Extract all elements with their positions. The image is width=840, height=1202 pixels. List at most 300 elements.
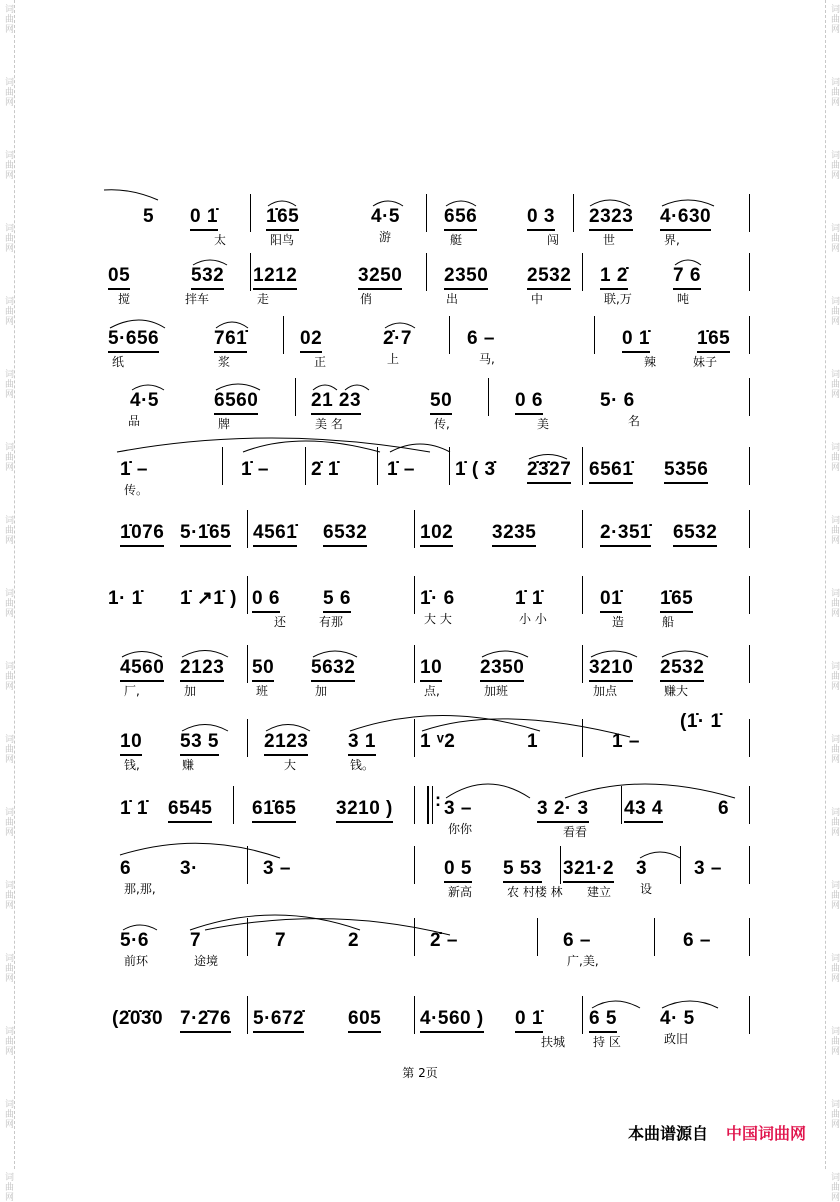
notation: 4·5 <box>130 390 159 411</box>
notation: 102 <box>420 522 453 547</box>
measure-cell <box>537 798 589 839</box>
measure-cell <box>589 206 633 247</box>
bar-line <box>247 996 248 1034</box>
measure-cell <box>108 328 159 369</box>
watermark-text: 词曲网 <box>3 150 13 180</box>
watermark-text: 词曲网 <box>829 77 839 107</box>
measure-cell <box>664 459 708 484</box>
measure-cell <box>600 588 624 629</box>
notation: 5·656 <box>108 328 159 353</box>
bar-line <box>488 378 489 416</box>
notation: 3· <box>180 858 198 879</box>
lyric: 加 <box>315 684 328 698</box>
lyric: 持 区 <box>593 1035 621 1049</box>
measure-cell <box>420 1008 484 1033</box>
lyric: 太 <box>214 233 227 247</box>
lyric: 那,那, <box>124 882 156 896</box>
watermark-text: 词曲网 <box>3 953 13 983</box>
bar-line <box>582 645 583 683</box>
notation: 3210 <box>589 657 633 682</box>
measure-cell <box>600 265 632 306</box>
bar-line <box>749 510 750 548</box>
measure-cell <box>420 588 455 626</box>
bar-line <box>295 378 296 416</box>
notation: 53 5 <box>180 731 219 756</box>
watermark-text: 词曲网 <box>829 515 839 545</box>
measure-cell <box>660 588 693 629</box>
notation: 0 3 <box>527 206 555 231</box>
notation: 321·2 <box>563 858 614 883</box>
bar-line <box>414 645 415 683</box>
measure-cell <box>263 858 291 880</box>
notation: 6 – <box>563 930 591 951</box>
measure-cell <box>589 657 633 698</box>
notation: 2̇ 1̇ <box>311 459 339 480</box>
bar-line <box>560 846 561 884</box>
notation: 2350 <box>480 657 524 682</box>
notation: 3 2· 3 <box>537 798 589 823</box>
lyric: 前环 <box>124 954 149 968</box>
notation: 2123 <box>264 731 308 756</box>
measure-cell <box>180 657 224 698</box>
bar-line <box>247 719 248 757</box>
lyric: 新高 <box>448 885 473 899</box>
notation: 0 6 <box>515 390 543 415</box>
notation: 3210 ) <box>336 798 393 823</box>
watermark-text: 词曲网 <box>3 515 13 545</box>
notation: 3 1 <box>348 731 376 756</box>
lyric: 联,万 <box>604 292 632 306</box>
measure-cell <box>420 657 442 698</box>
bar-line <box>749 996 750 1034</box>
measure-cell <box>214 390 258 431</box>
bar-line <box>749 194 750 232</box>
measure-cell <box>444 858 472 899</box>
measure-cell <box>130 390 159 428</box>
notation: 1 – <box>612 731 640 752</box>
measure-cell <box>383 328 412 366</box>
measure-cell <box>252 657 274 698</box>
bar-line <box>250 194 251 232</box>
notation: 1̇65 <box>660 588 693 613</box>
measure-cell <box>180 522 231 547</box>
watermark-text: 词曲网 <box>829 223 839 253</box>
measure-cell <box>444 798 472 836</box>
measure-cell <box>492 522 536 547</box>
watermark-text: 词曲网 <box>3 4 13 34</box>
bar-line <box>247 576 248 614</box>
notation: 1̇ – <box>387 459 415 480</box>
measure-cell <box>253 522 297 547</box>
measure-cell <box>624 798 663 823</box>
measure-cell <box>241 459 269 481</box>
bar-line <box>573 194 574 232</box>
notation: 6 <box>718 798 730 819</box>
measure-cell <box>190 930 218 968</box>
measure-cell <box>527 459 571 484</box>
measure-cell <box>311 657 355 698</box>
lyric: 品 <box>128 414 141 428</box>
notation: 0 1̇ <box>190 206 218 231</box>
lyric: 出 <box>446 292 459 306</box>
lyric: 妹子 <box>693 355 718 369</box>
source-credit <box>628 1121 806 1144</box>
measure-cell <box>612 731 640 753</box>
measure-cell <box>563 930 599 968</box>
bar-line <box>377 447 378 485</box>
measure-cell <box>120 522 164 547</box>
measure-cell <box>253 1008 304 1033</box>
notation: 6 5 <box>589 1008 617 1033</box>
watermark-text: 词曲网 <box>829 734 839 764</box>
bar-line <box>594 316 595 354</box>
notation: 4·560 ) <box>420 1008 484 1033</box>
watermark-text: 词曲网 <box>3 1026 13 1056</box>
measure-cell <box>311 459 339 481</box>
notation: 2̇ – <box>430 930 458 951</box>
lyric: 点, <box>424 684 440 698</box>
notation: 6 – <box>467 328 495 349</box>
watermark-text: 词曲网 <box>3 1172 13 1202</box>
measure-cell <box>323 522 367 547</box>
measure-cell <box>430 930 458 952</box>
watermark-text: 词曲网 <box>829 807 839 837</box>
notation: 4560 <box>120 657 164 682</box>
measure-cell <box>300 328 326 369</box>
measure-cell <box>600 522 651 547</box>
lyric: 艇 <box>450 233 463 247</box>
notation: 2̇·7 <box>383 328 412 349</box>
notation: 6545 <box>168 798 212 823</box>
bar-line <box>414 576 415 614</box>
lyric: 厂, <box>124 684 140 698</box>
measure-cell <box>112 1008 163 1030</box>
notation: 4·630 <box>660 206 711 231</box>
measure-cell <box>444 206 477 247</box>
notation: 1 2̇ <box>600 265 628 290</box>
notation: 6561̇ <box>589 459 633 484</box>
notation: 50 <box>430 390 452 415</box>
notation: 1̇ 1̇ <box>515 588 543 609</box>
measure-cell <box>120 459 148 497</box>
notation: 3235 <box>492 522 536 547</box>
watermark-text: 词曲网 <box>3 880 13 910</box>
notation: 5· 6 <box>600 390 635 411</box>
lyric: 钱, <box>124 758 140 772</box>
lyric: 班 <box>256 684 269 698</box>
lyric: 游 <box>379 230 392 244</box>
measure-cell <box>180 588 237 610</box>
notation: 6532 <box>673 522 717 547</box>
watermark-text: 词曲网 <box>3 369 13 399</box>
measure-cell <box>214 328 247 369</box>
lyric: 广,美, <box>567 954 599 968</box>
notation: 2323 <box>589 206 633 231</box>
lyric: 世 <box>603 233 616 247</box>
lyric: 传。 <box>124 483 149 497</box>
bar-line <box>414 846 415 884</box>
notation: 6 <box>120 858 132 879</box>
measure-cell <box>348 1008 381 1033</box>
notation: 5 53 <box>503 858 542 883</box>
measure-cell <box>168 798 212 823</box>
measure-cell <box>336 798 393 823</box>
bar-line <box>247 645 248 683</box>
notation: 21 23 <box>311 390 361 415</box>
measure-cell <box>143 206 154 228</box>
bar-line <box>582 253 583 291</box>
measure-cell <box>622 328 656 369</box>
notation: 4· 5 <box>660 1008 695 1029</box>
notation: 0 1̇ <box>622 328 650 353</box>
notation: 3250 <box>358 265 402 290</box>
notation: 7 <box>275 930 287 951</box>
measure-cell <box>503 858 563 899</box>
watermark-text: 词曲网 <box>3 77 13 107</box>
bar-line <box>749 645 750 683</box>
notation: 0 1̇ <box>515 1008 543 1033</box>
notation: 2532 <box>660 657 704 682</box>
watermark-text: 词曲网 <box>3 734 13 764</box>
measure-cell <box>600 390 640 428</box>
lyric: 建立 <box>587 885 612 899</box>
notation: 5·1̇65 <box>180 522 231 547</box>
measure-cell <box>120 930 149 968</box>
bar-line <box>749 253 750 291</box>
lyric: 造 <box>612 615 625 629</box>
measure-cell <box>348 930 359 952</box>
notation: 01̇ <box>600 588 622 613</box>
watermark-text: 词曲网 <box>829 953 839 983</box>
lyric: 辣 <box>644 355 657 369</box>
lyric: 还 <box>274 615 287 629</box>
bar-line <box>426 253 427 291</box>
lyric: 吨 <box>677 292 690 306</box>
lyric: 赚 <box>182 758 195 772</box>
lyric: 小 小 <box>519 612 547 626</box>
lyric: 传, <box>434 417 450 431</box>
measure-cell <box>266 206 299 247</box>
lyric: 大 <box>284 758 297 772</box>
lyric: 钱。 <box>350 758 375 772</box>
page-number: 第 2页 <box>402 1066 438 1080</box>
lyric: 设 <box>640 882 653 896</box>
notation: 1̇ – <box>120 459 148 480</box>
bar-line <box>247 510 248 548</box>
notation: (2̇0̇3̇0 <box>112 1008 164 1029</box>
measure-cell <box>683 930 711 952</box>
notation: 1̇076 <box>120 522 164 547</box>
bar-line <box>582 510 583 548</box>
bar-line <box>247 918 248 956</box>
lyric: 加点 <box>593 684 618 698</box>
notation: 1212 <box>253 265 297 290</box>
lyric: 浆 <box>218 355 231 369</box>
notation: 1 <box>527 731 539 752</box>
notation: 43 4 <box>624 798 663 823</box>
measure-cell <box>694 858 722 880</box>
lyric: 走 <box>257 292 270 306</box>
notation: 4·5 <box>371 206 400 227</box>
bar-line <box>449 447 450 485</box>
watermark-text: 词曲网 <box>829 1099 839 1129</box>
measure-cell <box>253 265 297 306</box>
notation: 5 <box>143 206 155 227</box>
watermark-text: 词曲网 <box>829 296 839 326</box>
bar-line <box>582 576 583 614</box>
notation: 1̇· 6 <box>420 588 455 609</box>
notation: 0 5 <box>444 858 472 883</box>
notation: 3 – <box>694 858 722 879</box>
measure-cell <box>180 858 198 880</box>
bar-line <box>582 719 583 757</box>
measure-cell <box>120 657 164 698</box>
bar-line <box>654 918 655 956</box>
notation: 0 6 <box>252 588 280 613</box>
notation: 6 – <box>683 930 711 951</box>
measure-cell <box>467 328 495 366</box>
notation: 5356 <box>664 459 708 484</box>
bar-line <box>233 786 234 824</box>
measure-cell <box>264 731 308 772</box>
watermark-text: 词曲网 <box>829 661 839 691</box>
measure-cell <box>527 731 538 753</box>
notation: 1̇ 1̇ <box>120 798 148 819</box>
lyric: 牌 <box>218 417 231 431</box>
measure-cell <box>680 711 722 733</box>
watermark-text: 词曲网 <box>3 223 13 253</box>
bar-line <box>414 510 415 548</box>
notation: 3 – <box>444 798 472 819</box>
measure-cell <box>673 265 701 306</box>
bar-line <box>537 918 538 956</box>
measure-cell <box>444 265 488 306</box>
measure-cell <box>371 206 400 244</box>
notation: 2532 <box>527 265 571 290</box>
lyric: 农 村楼 林 <box>507 885 563 899</box>
notation: 656 <box>444 206 477 231</box>
measure-cell <box>480 657 524 698</box>
lyric: 看看 <box>563 825 588 839</box>
measure-cell <box>430 390 452 431</box>
measure-cell <box>515 588 547 626</box>
notation: 6532 <box>323 522 367 547</box>
measure-cell <box>420 731 455 753</box>
lyric: 美 名 <box>315 417 343 431</box>
measure-cell <box>348 731 376 772</box>
notation: 7·2̇76 <box>180 1008 231 1033</box>
bar-line <box>414 918 415 956</box>
source-brand: 中国词曲网 <box>725 1124 806 1143</box>
notation: 5·6 <box>120 930 149 951</box>
bar-line <box>749 918 750 956</box>
measure-cell <box>515 390 549 431</box>
bar-line <box>305 447 306 485</box>
watermark-text: 词曲网 <box>3 588 13 618</box>
measure-cell <box>515 1008 565 1049</box>
measure-cell <box>108 265 130 306</box>
lyric: 名 <box>628 414 641 428</box>
notation: 1 ᵛ2 <box>420 731 456 752</box>
measure-cell <box>180 731 219 772</box>
bar-line <box>449 316 450 354</box>
lyric: 赚大 <box>664 684 689 698</box>
notation: 1̇ – <box>241 459 269 480</box>
bar-line <box>283 316 284 354</box>
notation: 1̇65 <box>266 206 299 231</box>
lyric: 加班 <box>484 684 509 698</box>
notation: 5·672̇ <box>253 1008 304 1033</box>
notation: 6560 <box>214 390 258 415</box>
lyric: 闯 <box>547 233 560 247</box>
lyric: 马, <box>479 352 495 366</box>
notation: 50 <box>252 657 274 682</box>
watermark-text: 词曲网 <box>829 588 839 618</box>
bar-line <box>749 786 750 824</box>
measure-cell <box>660 1008 695 1046</box>
bar-line <box>414 786 415 824</box>
notation: 10 <box>420 657 442 682</box>
measure-cell <box>185 265 225 306</box>
notation: 02 <box>300 328 322 353</box>
measure-cell <box>120 858 156 896</box>
measure-cell <box>589 1008 621 1049</box>
notation: 605 <box>348 1008 381 1033</box>
bar-line <box>250 253 251 291</box>
bar-line <box>426 194 427 232</box>
notation: 4561̇ <box>253 522 297 547</box>
bar-line <box>414 719 415 757</box>
bar-line <box>749 316 750 354</box>
measure-cell <box>693 328 731 369</box>
bar-line <box>749 719 750 757</box>
notation: 5632 <box>311 657 355 682</box>
measure-cell <box>275 930 286 952</box>
watermark-text: 词曲网 <box>829 880 839 910</box>
notation: 2123 <box>180 657 224 682</box>
bar-line <box>680 846 681 884</box>
watermark-text: 词曲网 <box>3 296 13 326</box>
lyric: 中 <box>531 292 544 306</box>
watermark-text: 词曲网 <box>829 369 839 399</box>
notation: 1̇ ↗1̇ ) <box>180 588 237 609</box>
bar-line <box>582 996 583 1034</box>
notation: 5 6 <box>323 588 351 613</box>
notation: (1̇· 1̇ <box>680 711 722 732</box>
lyric: 船 <box>662 615 675 629</box>
measure-cell <box>420 522 453 547</box>
lyric: 俏 <box>360 292 373 306</box>
measure-cell <box>455 459 496 481</box>
notation: 2̇3̇27 <box>527 459 571 484</box>
measure-cell <box>527 265 571 306</box>
repeat-bar <box>427 786 429 824</box>
notation: 761̇ <box>214 328 247 353</box>
measure-cell <box>718 798 729 820</box>
watermark-text: 词曲网 <box>829 442 839 472</box>
bar-line <box>749 447 750 485</box>
lyric: 扶城 <box>541 1035 566 1049</box>
measure-cell <box>589 459 633 484</box>
notation: 2·351̇ <box>600 522 651 547</box>
notation: 2350 <box>444 265 488 290</box>
watermark-text: 词曲网 <box>829 150 839 180</box>
measure-cell <box>190 206 226 247</box>
notation: 61̇65 <box>252 798 296 823</box>
watermark-text: 词曲网 <box>3 807 13 837</box>
watermark-text: 词曲网 <box>3 1099 13 1129</box>
measure-cell <box>311 390 361 431</box>
